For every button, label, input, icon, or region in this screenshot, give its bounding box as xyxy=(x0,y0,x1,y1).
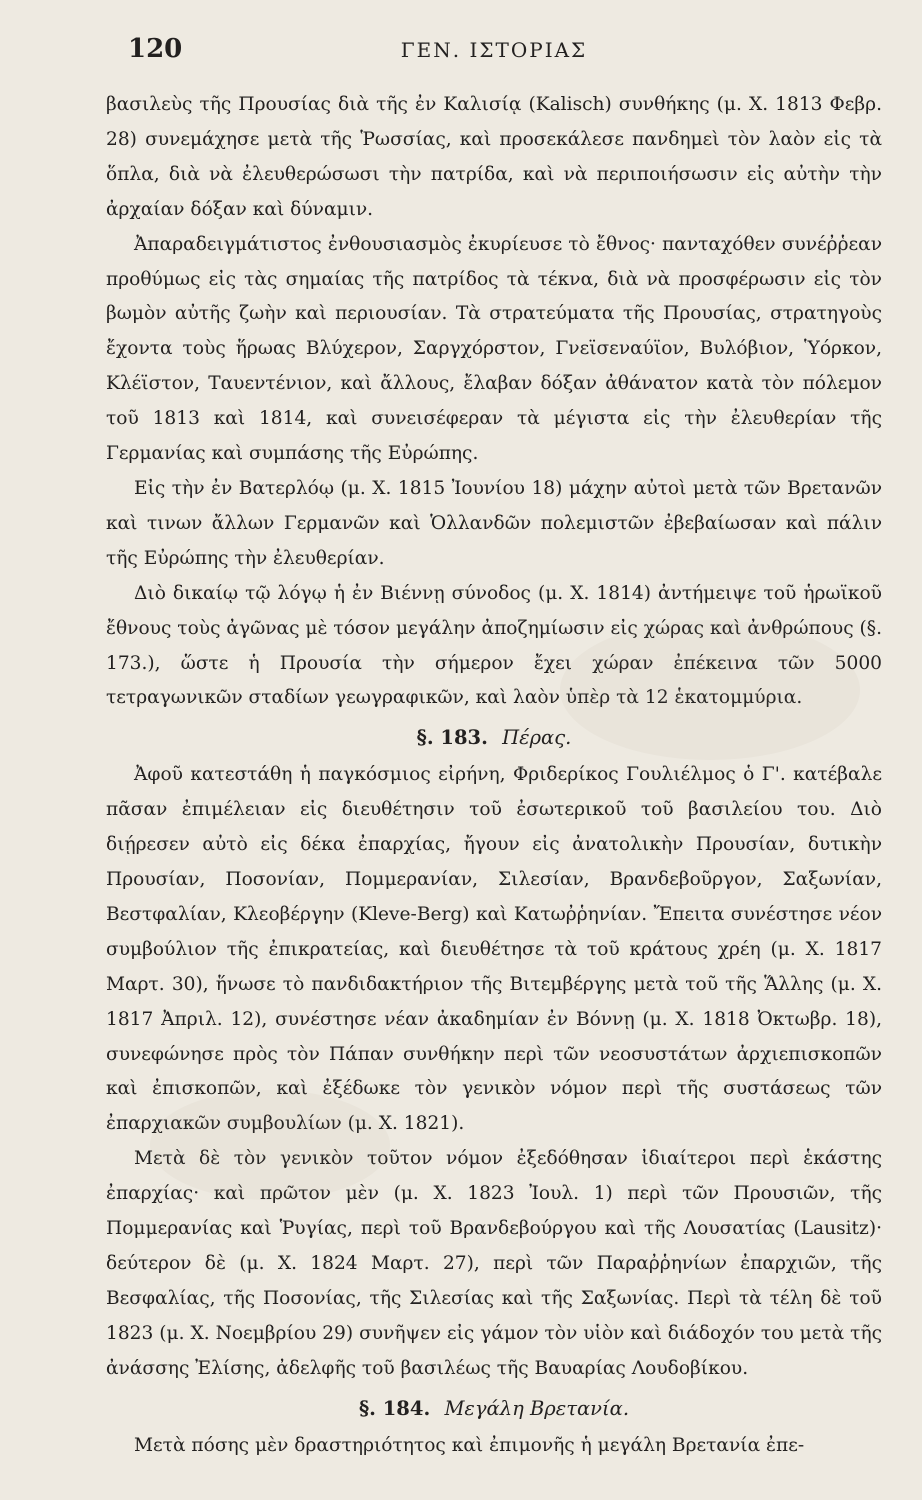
page-header xyxy=(106,30,882,70)
paragraph: Μετὰ πόσης μὲν δραστηριότητος καὶ ἐπιμονῆς ἡ μεγάλη Βρετανία ἐπε- xyxy=(134,1434,805,1456)
paragraph: Εἰς τὴν ἐν Βατερλόῳ (μ. Χ. 1815 Ἰουνίου 18) μάχην αὐτοὶ μετὰ τῶν Βρετανῶν καὶ τινων ἄλλων Γερμανῶν καὶ Ὁλλανδῶν πολεμιστῶν ἐβεβαίωσαν καὶ πάλιν τῆς Εὐρώπης τὴν ἐλευθερίαν. xyxy=(106,477,882,569)
paragraph: Ἀφοῦ κατεστάθη ἡ παγκόσμιος εἰρήνη, Φριδερίκος Γουλιέλμος ὁ Γ'. κατέβαλε πᾶσαν ἐπιμέλειαν εἰς διευθέτησιν τοῦ ἐσωτερικοῦ τοῦ βασιλείου του. Διὸ διῄρεσεν αὐτὸ εἰς δέκα ἐπαρχίας, ἤγουν εἰς ἀνατολικὴν Προυσίαν, δυτικὴν Προυσίαν, Ποσονίαν, Πομμερανίαν, Σιλεσίαν, Βρανδεβοῦργον, Σαξωνίαν, Βεστφαλίαν, Κλεοβέργην (Kleve-Berg) καὶ Κατωῤῥηνίαν. Ἔπειτα συνέστησε νέον συμβούλιον τῆς ἐπικρατείας, καὶ διευθέτησε τὰ τοῦ κράτους χρέη (μ. Χ. 1817 Μαρτ. 30), ἥνωσε τὸ πανδιδακτήριον τῆς Βιτεμβέργης μετὰ τοῦ τῆς Ἅλλης (μ. Χ. 1817 Ἀπριλ. 12), συνέστησε νέαν ἀκαδημίαν ἐν Βόννῃ (μ. Χ. 1818 Ὀκτωβρ. 18), συνεφώνησε πρὸς τὸν Πάπαν συνθήκην περὶ τῶν νεοσυστάτων ἀρχιεπισκοπῶν καὶ ἐπισκοπῶν, καὶ ἐξέδωκε τὸν γενικὸν νόμον περὶ τῆς συστάσεως τῶν ἐπαρχιακῶν συμβουλίων (μ. Χ. 1821). xyxy=(106,764,882,1135)
section-number: §. 184. xyxy=(358,1396,431,1420)
paragraph: Διὸ δικαίῳ τῷ λόγῳ ἡ ἐν Βιέννῃ σύνοδος (μ. Χ. 1814) ἀντήμειψε τοῦ ἡρωϊκοῦ ἔθνους τοὺς ἀγῶνας μὲ τόσον μεγάλην ἀποζημίωσιν εἰς χώρας καὶ ἀνθρώπους (§. 173.), ὥστε ἡ Προυσία τὴν σήμερον ἔχει χώραν ἐπέκεινα τῶν 5000 τετραγωνικῶν σταδίων γεωγραφικῶν, καὶ λαὸν ὑπὲρ τὰ 12 ἑκατομμύρια. xyxy=(106,582,882,709)
paragraph-continuation: βασιλεὺς τῆς Προυσίας διὰ τῆς ἐν Καλισίᾳ (Kalisch) συνθήκης (μ. Χ. 1813 Φεβρ. 28) συνεμάχησε μετὰ τῆς Ῥωσσίας, καὶ προσεκάλεσε πανδημεὶ τὸν λαὸν εἰς τὰ ὅπλα, διὰ νὰ ἐλευθερώσωσι τὴν πατρίδα, καὶ νὰ περιποιήσωσιν εἰς αὐτὴν τὴν ἀρχαίαν δόξαν καὶ δύναμιν. xyxy=(106,94,882,220)
section-heading-184 xyxy=(106,1391,882,1427)
section-number: §. 183. xyxy=(416,726,488,750)
section-title: Πέρας. xyxy=(502,726,572,750)
section-heading-183 xyxy=(106,720,882,756)
running-title: ΓΕΝ. ΙΣΤΟΡΙΑΣ xyxy=(400,38,588,62)
section-title: Μεγάλη Βρετανία. xyxy=(444,1396,630,1420)
page-number: 120 xyxy=(128,34,183,64)
paragraph: Μετὰ δὲ τὸν γενικὸν τοῦτον νόμον ἐξεδόθησαν ἰδιαίτεροι περὶ ἑκάστης ἐπαρχίας· καὶ πρῶτον μὲν (μ. Χ. 1823 Ἰουλ. 1) περὶ τῶν Προυσιῶν, τῆς Πομμερανίας καὶ Ῥυγίας, περὶ τοῦ Βρανδεβούργου καὶ τῆς Λουσατίας (Lausitz)· δεύτερον δὲ (μ. Χ. 1824 Μαρτ. 27), περὶ τῶν Παραῤῥηνίων ἐπαρχιῶν, τῆς Βεσφαλίας, τῆς Ποσονίας, τῆς Σιλεσίας καὶ τῆς Σαξωνίας. Περὶ τὰ τέλη δὲ τοῦ 1823 (μ. Χ. Νοεμβρίου 29) συνῆψεν εἰς γάμον τὸν υἱὸν καὶ διάδοχόν του μετὰ τῆς ἀνάσσης Ἐλίσης, ἀδελφῆς τοῦ βασιλέως τῆς Βαυαρίας Λουδοβίκου. xyxy=(106,1148,882,1379)
page-content xyxy=(106,88,882,1464)
paragraph: Ἀπαραδειγμάτιστος ἐνθουσιασμὸς ἐκυρίευσε τὸ ἔθνος· πανταχόθεν συνέῤῥεαν προθύμως εἰς τὰς σημαίας τῆς πατρίδος τὰ τέκνα, διὰ νὰ προσφέρωσιν εἰς τὸν βωμὸν αὐτῆς ζωὴν καὶ περιουσίαν. Τὰ στρατεύματα τῆς Προυσίας, στρατηγοὺς ἔχοντα τοὺς ἥρωας Βλύχερον, Σαργχόρστον, Γνεϊσεναύϊον, Βυλόβιον, Ὑόρκον, Κλέϊστον, Ταυεντένιον, καὶ ἄλλους, ἔλαβαν δόξαν ἀθάνατον κατὰ τὸν πόλεμον τοῦ 1813 καὶ 1814, καὶ συνεισέφεραν τὰ μέγιστα εἰς τὴν ἐλευθερίαν τῆς Γερμανίας καὶ συμπάσης τῆς Εὐρώπης. xyxy=(106,233,882,465)
